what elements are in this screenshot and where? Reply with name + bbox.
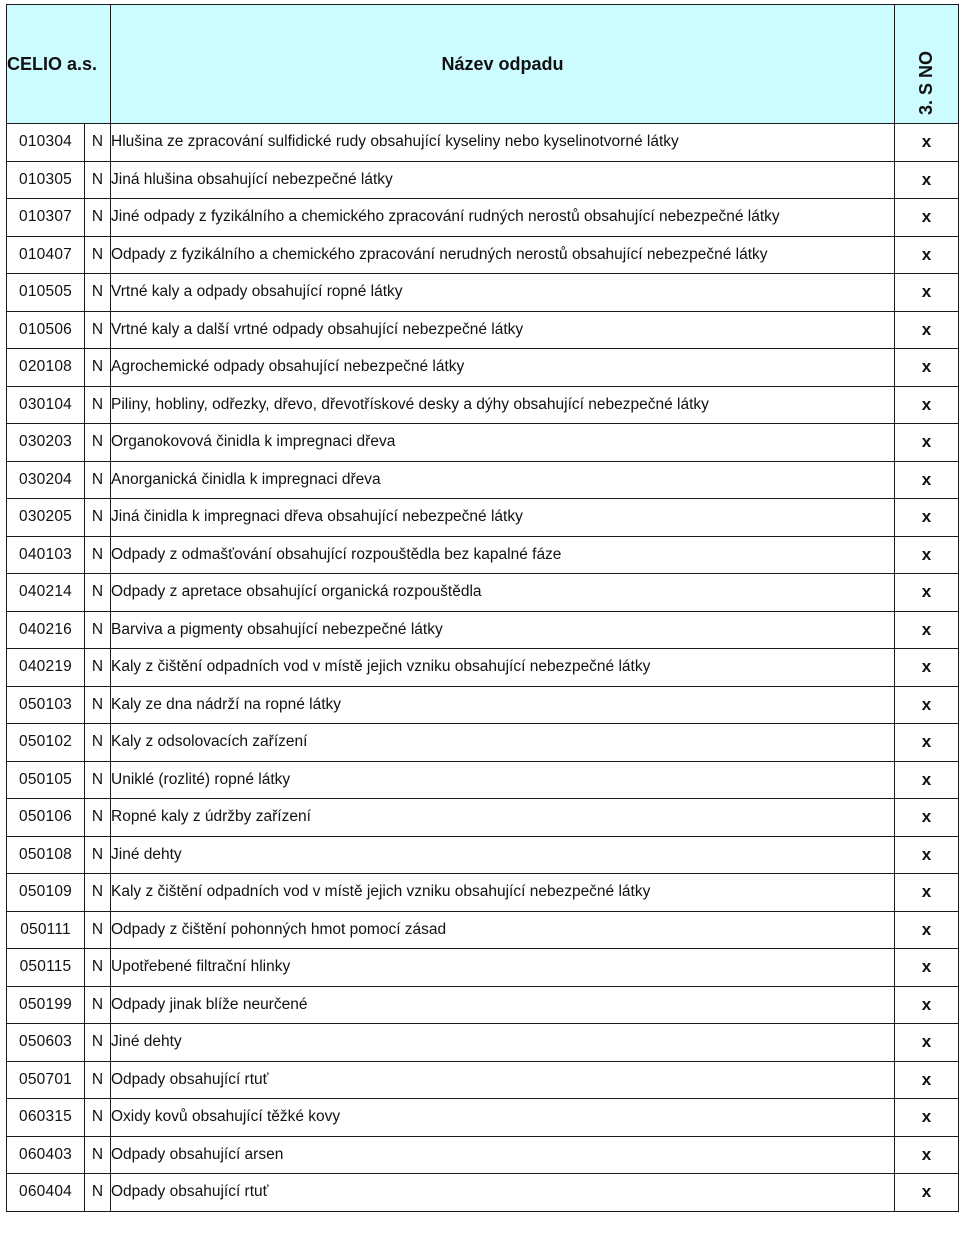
table-row xyxy=(7,874,959,912)
waste-category-cell: N xyxy=(85,724,111,762)
waste-name-cell: Jiné dehty xyxy=(111,1024,895,1062)
waste-code-cell: 040214 xyxy=(7,574,85,612)
waste-code-cell: 010505 xyxy=(7,274,85,312)
waste-category-cell: N xyxy=(85,124,111,162)
waste-code-cell: 010407 xyxy=(7,236,85,274)
table-row xyxy=(7,124,959,162)
waste-table xyxy=(6,4,959,1212)
waste-category-cell: N xyxy=(85,611,111,649)
category-mark-cell: x xyxy=(895,799,959,837)
table-row xyxy=(7,461,959,499)
table-row xyxy=(7,236,959,274)
category-mark-cell: x xyxy=(895,461,959,499)
waste-category-cell: N xyxy=(85,199,111,237)
table-row xyxy=(7,386,959,424)
category-mark-cell: x xyxy=(895,874,959,912)
waste-category-cell: N xyxy=(85,1136,111,1174)
table-row xyxy=(7,611,959,649)
table-row xyxy=(7,1174,959,1212)
table-row xyxy=(7,836,959,874)
waste-code-cell: 030204 xyxy=(7,461,85,499)
table-row xyxy=(7,686,959,724)
category-mark-cell: x xyxy=(895,311,959,349)
waste-code-cell: 030104 xyxy=(7,386,85,424)
category-mark-cell: x xyxy=(895,911,959,949)
waste-code-cell: 030205 xyxy=(7,499,85,537)
waste-category-cell: N xyxy=(85,236,111,274)
waste-category-cell: N xyxy=(85,274,111,312)
waste-code-cell: 050701 xyxy=(7,1061,85,1099)
table-row xyxy=(7,911,959,949)
waste-name-cell: Anorganická činidla k impregnaci dřeva xyxy=(111,461,895,499)
category-mark-cell: x xyxy=(895,161,959,199)
waste-code-cell: 050115 xyxy=(7,949,85,987)
category-mark-cell: x xyxy=(895,536,959,574)
waste-code-cell: 040103 xyxy=(7,536,85,574)
category-mark-cell: x xyxy=(895,499,959,537)
table-body xyxy=(7,124,959,1212)
waste-category-cell: N xyxy=(85,1024,111,1062)
category-mark-cell: x xyxy=(895,574,959,612)
waste-name-cell: Vrtné kaly a další vrtné odpady obsahující nebezpečné látky xyxy=(111,311,895,349)
waste-category-cell: N xyxy=(85,386,111,424)
table-row xyxy=(7,1024,959,1062)
waste-category-cell: N xyxy=(85,949,111,987)
waste-name-cell: Odpady obsahující rtuť xyxy=(111,1061,895,1099)
waste-category-cell: N xyxy=(85,574,111,612)
waste-name-cell: Kaly ze dna nádrží na ropné látky xyxy=(111,686,895,724)
category-mark-cell: x xyxy=(895,986,959,1024)
table-row xyxy=(7,1136,959,1174)
waste-code-cell: 060404 xyxy=(7,1174,85,1212)
table-row xyxy=(7,199,959,237)
waste-name-cell: Barviva a pigmenty obsahující nebezpečné látky xyxy=(111,611,895,649)
table-row xyxy=(7,536,959,574)
waste-name-cell: Odpady z čištění pohonných hmot pomocí zásad xyxy=(111,911,895,949)
waste-category-cell: N xyxy=(85,499,111,537)
waste-name-cell: Odpady z odmašťování obsahující rozpouštědla bez kapalné fáze xyxy=(111,536,895,574)
waste-category-cell: N xyxy=(85,986,111,1024)
category-mark-cell: x xyxy=(895,611,959,649)
category-mark-cell: x xyxy=(895,724,959,762)
waste-name-cell: Odpady z apretace obsahující organická rozpouštědla xyxy=(111,574,895,612)
table-row xyxy=(7,274,959,312)
table-row xyxy=(7,949,959,987)
table-row xyxy=(7,161,959,199)
waste-category-cell: N xyxy=(85,761,111,799)
waste-category-cell: N xyxy=(85,1099,111,1137)
waste-code-cell: 020108 xyxy=(7,349,85,387)
category-mark-cell: x xyxy=(895,424,959,462)
waste-code-cell: 050106 xyxy=(7,799,85,837)
waste-name-cell: Oxidy kovů obsahující těžké kovy xyxy=(111,1099,895,1137)
waste-name-cell: Jiné dehty xyxy=(111,836,895,874)
waste-name-cell: Jiná činidla k impregnaci dřeva obsahující nebezpečné látky xyxy=(111,499,895,537)
table-row xyxy=(7,986,959,1024)
category-mark-cell: x xyxy=(895,1099,959,1137)
category-mark-cell: x xyxy=(895,686,959,724)
category-mark-cell: x xyxy=(895,236,959,274)
waste-code-cell: 050103 xyxy=(7,686,85,724)
category-mark-cell: x xyxy=(895,199,959,237)
waste-code-cell: 010305 xyxy=(7,161,85,199)
waste-category-cell: N xyxy=(85,461,111,499)
waste-code-cell: 050111 xyxy=(7,911,85,949)
waste-name-cell: Vrtné kaly a odpady obsahující ropné látky xyxy=(111,274,895,312)
waste-name-cell: Jiná hlušina obsahující nebezpečné látky xyxy=(111,161,895,199)
waste-code-cell: 060403 xyxy=(7,1136,85,1174)
table-row xyxy=(7,499,959,537)
waste-code-cell: 030203 xyxy=(7,424,85,462)
waste-category-cell: N xyxy=(85,1061,111,1099)
waste-category-cell: N xyxy=(85,349,111,387)
table-row xyxy=(7,311,959,349)
waste-code-cell: 050109 xyxy=(7,874,85,912)
waste-category-cell: N xyxy=(85,1174,111,1212)
waste-name-cell: Odpady obsahující rtuť xyxy=(111,1174,895,1212)
waste-name-cell: Organokovová činidla k impregnaci dřeva xyxy=(111,424,895,462)
waste-name-cell: Odpady jinak blíže neurčené xyxy=(111,986,895,1024)
category-mark-cell: x xyxy=(895,274,959,312)
category-mark-cell: x xyxy=(895,349,959,387)
waste-name-cell: Piliny, hobliny, odřezky, dřevo, dřevotřískové desky a dýhy obsahující nebezpečné látky xyxy=(111,386,895,424)
waste-name-cell: Kaly z odsolovacích zařízení xyxy=(111,724,895,762)
waste-category-cell: N xyxy=(85,686,111,724)
category-mark-cell: x xyxy=(895,1024,959,1062)
company-name-header xyxy=(7,5,111,124)
waste-code-cell: 050105 xyxy=(7,761,85,799)
waste-code-cell: 040219 xyxy=(7,649,85,687)
waste-category-cell: N xyxy=(85,911,111,949)
table-header-row xyxy=(7,5,959,124)
waste-name-cell: Hlušina ze zpracování sulfidické rudy obsahující kyseliny nebo kyselinotvorné látky xyxy=(111,124,895,162)
category-mark-cell: x xyxy=(895,1174,959,1212)
waste-code-cell: 050102 xyxy=(7,724,85,762)
table-row xyxy=(7,799,959,837)
waste-category-cell: N xyxy=(85,536,111,574)
waste-code-cell: 010307 xyxy=(7,199,85,237)
waste-category-cell: N xyxy=(85,311,111,349)
waste-name-cell: Uniklé (rozlité) ropné látky xyxy=(111,761,895,799)
table-row xyxy=(7,574,959,612)
category-mark-header-label: 3. S NO xyxy=(915,50,936,115)
waste-name-cell: Kaly z čištění odpadních vod v místě jejich vzniku obsahující nebezpečné látky xyxy=(111,649,895,687)
waste-code-cell: 010304 xyxy=(7,124,85,162)
company-name: CELIO a.s. xyxy=(7,53,98,74)
waste-category-cell: N xyxy=(85,874,111,912)
category-mark-cell: x xyxy=(895,386,959,424)
waste-category-cell: N xyxy=(85,649,111,687)
category-mark-cell: x xyxy=(895,949,959,987)
waste-code-cell: 060315 xyxy=(7,1099,85,1137)
waste-category-cell: N xyxy=(85,836,111,874)
waste-code-cell: 010506 xyxy=(7,311,85,349)
waste-name-cell: Ropné kaly z údržby zařízení xyxy=(111,799,895,837)
waste-name-cell: Kaly z čištění odpadních vod v místě jejich vzniku obsahující nebezpečné látky xyxy=(111,874,895,912)
category-mark-cell: x xyxy=(895,1061,959,1099)
waste-code-cell: 050603 xyxy=(7,1024,85,1062)
waste-code-cell: 040216 xyxy=(7,611,85,649)
waste-name-cell: Jiné odpady z fyzikálního a chemického zpracování rudných nerostů obsahující nebezpečné látky xyxy=(111,199,895,237)
category-mark-cell: x xyxy=(895,836,959,874)
table-row xyxy=(7,424,959,462)
table-row xyxy=(7,1061,959,1099)
waste-code-cell: 050199 xyxy=(7,986,85,1024)
waste-name-cell: Odpady z fyzikálního a chemického zpracování nerudných nerostů obsahující nebezpečné látky xyxy=(111,236,895,274)
waste-category-cell: N xyxy=(85,799,111,837)
waste-name-cell: Agrochemické odpady obsahující nebezpečné látky xyxy=(111,349,895,387)
category-mark-cell: x xyxy=(895,1136,959,1174)
table-row xyxy=(7,724,959,762)
waste-name-header: Název odpadu xyxy=(111,5,895,124)
category-mark-cell: x xyxy=(895,761,959,799)
waste-category-cell: N xyxy=(85,424,111,462)
waste-name-cell: Odpady obsahující arsen xyxy=(111,1136,895,1174)
table-row xyxy=(7,761,959,799)
waste-category-cell: N xyxy=(85,161,111,199)
category-mark-header xyxy=(895,5,959,124)
category-mark-cell: x xyxy=(895,124,959,162)
category-mark-cell: x xyxy=(895,649,959,687)
table-row xyxy=(7,649,959,687)
table-row xyxy=(7,349,959,387)
waste-code-cell: 050108 xyxy=(7,836,85,874)
waste-name-cell: Upotřebené filtrační hlinky xyxy=(111,949,895,987)
table-row xyxy=(7,1099,959,1137)
